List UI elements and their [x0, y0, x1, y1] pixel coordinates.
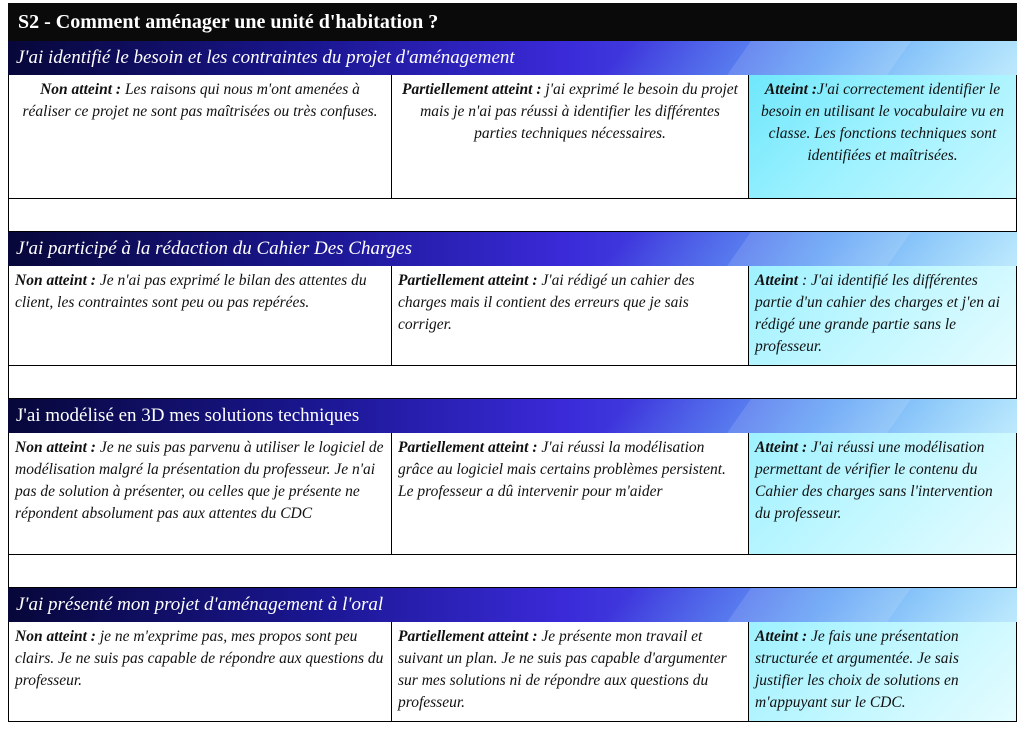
level-description: Je présente mon travail et suivant un plan. Je ne suis pas capable d'argumenter sur mes solutions ni de répondre aux questions du professeur.: [398, 628, 727, 711]
criteria-row: [8, 266, 1017, 366]
section-heading: [8, 41, 1017, 75]
level-label: Atteint :: [755, 439, 808, 456]
section-heading-text: J'ai présenté mon projet d'aménagement à l'oral: [16, 594, 384, 615]
criteria-row: [8, 75, 1017, 199]
level-description: : J'ai identifié les différentes partie d'un cahier des charges et j'en ai rédigé une grande partie sans le professeur.: [755, 272, 1000, 355]
cell-partiellement-atteint: [392, 622, 749, 721]
blank-row: [8, 555, 1017, 588]
section-heading: [8, 588, 1017, 622]
cell-non-atteint: [9, 75, 392, 198]
cell-atteint: [749, 622, 1016, 721]
page-title: S2 - Comment aménager une unité d'habitation ?: [8, 3, 1017, 41]
level-description: je ne m'exprime pas, mes propos sont peu clairs. Je ne suis pas capable de répondre aux questions du professeur.: [15, 628, 384, 689]
level-description: J'ai réussi la modélisation grâce au logiciel mais certains problèmes persistent. Le professeur a dû intervenir pour m'aider: [398, 439, 726, 500]
section-heading: [8, 232, 1017, 266]
level-description: J'ai correctement identifier le besoin en utilisant le vocabulaire vu en classe. Les fonctions techniques sont identifiées et maîtrisées.: [760, 81, 1005, 164]
heading-decoration: [716, 588, 918, 622]
cell-non-atteint: [9, 433, 392, 554]
level-description: Les raisons qui nous m'ont amenées à réaliser ce projet ne sont pas maîtrisées ou très confuses.: [22, 81, 378, 120]
level-label: Atteint: [755, 272, 799, 289]
criteria-row: [8, 433, 1017, 555]
heading-decoration: [716, 41, 918, 75]
blank-row: [8, 366, 1017, 399]
cell-atteint: [749, 433, 1016, 554]
section-heading-text: J'ai identifié le besoin et les contraintes du projet d'aménagement: [16, 47, 515, 68]
heading-decoration: [716, 232, 918, 266]
cell-non-atteint: [9, 622, 392, 721]
level-label: Non atteint :: [40, 81, 122, 98]
level-description: Je n'ai pas exprimé le bilan des attentes du client, les contraintes sont peu ou pas repérées.: [15, 272, 367, 311]
level-label: Atteint :: [755, 628, 808, 645]
section-heading-text: J'ai modélisé en 3D mes solutions techniques: [16, 405, 360, 426]
level-description: Je ne suis pas parvenu à utiliser le logiciel de modélisation malgré la présentation du professeur. Je n'ai pas de solution à présenter, ou celles que je présente ne répondent absolument pas aux attentes du CDC: [15, 439, 384, 522]
cell-atteint: [749, 75, 1016, 198]
level-label: Non atteint :: [15, 439, 96, 456]
level-label: Partiellement atteint :: [398, 439, 538, 456]
level-label: Atteint :: [764, 81, 817, 98]
level-description: j'ai exprimé le besoin du projet mais je n'ai pas réussi à identifier les différentes parties techniques nécessaires.: [420, 81, 738, 142]
level-label: Partiellement atteint :: [398, 628, 538, 645]
cell-atteint: [749, 266, 1016, 365]
cell-partiellement-atteint: [392, 266, 749, 365]
cell-partiellement-atteint: [392, 75, 749, 198]
heading-decoration: [716, 399, 918, 433]
section-heading-text: J'ai participé à la rédaction du Cahier Des Charges: [16, 238, 412, 259]
level-description: J'ai réussi une modélisation permettant de vérifier le contenu du Cahier des charges sans l'intervention du professeur.: [755, 439, 993, 522]
level-label: Partiellement atteint :: [402, 81, 542, 98]
level-label: Non atteint :: [15, 628, 96, 645]
cell-partiellement-atteint: [392, 433, 749, 554]
criteria-row: [8, 622, 1017, 722]
blank-row: [8, 199, 1017, 232]
level-label: Non atteint :: [15, 272, 96, 289]
level-description: Je fais une présentation structurée et argumentée. Je sais justifier les choix de solutions en m'appuyant sur le CDC.: [755, 628, 959, 711]
section-heading: [8, 399, 1017, 433]
level-description: J'ai rédigé un cahier des charges mais il contient des erreurs que je sais corriger.: [398, 272, 695, 333]
cell-non-atteint: [9, 266, 392, 365]
level-label: Partiellement atteint :: [398, 272, 538, 289]
